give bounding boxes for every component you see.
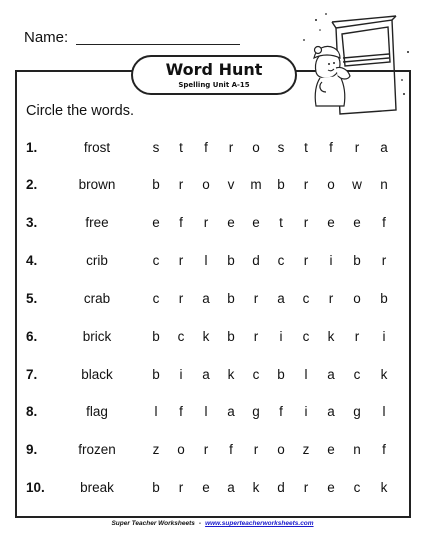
letter-cell[interactable]: i (279, 329, 283, 344)
letter-cell[interactable]: t (304, 140, 308, 155)
word-row (0, 327, 425, 347)
letter-cell[interactable]: b (227, 291, 235, 306)
target-word: frozen (78, 442, 116, 457)
letter-cell[interactable]: b (380, 291, 388, 306)
letter-cell[interactable]: b (227, 253, 235, 268)
name-label: Name: (24, 29, 69, 46)
target-word: brown (78, 177, 116, 192)
letter-cell[interactable]: r (203, 442, 209, 457)
letter-cell[interactable]: c (277, 253, 285, 268)
letter-cell[interactable]: b (152, 177, 160, 192)
letter-cell[interactable]: f (382, 215, 386, 230)
letter-cell[interactable]: r (303, 480, 309, 495)
letter-cell[interactable]: k (202, 329, 210, 344)
letter-cell[interactable]: l (204, 253, 208, 268)
letter-cell[interactable]: b (152, 367, 160, 382)
letter-cell[interactable]: l (382, 404, 386, 419)
target-word: frost (83, 140, 111, 155)
row-number: 6. (26, 329, 38, 344)
letter-cell[interactable]: f (179, 215, 183, 230)
letter-cell[interactable]: e (327, 215, 335, 230)
letter-cell[interactable]: g (353, 404, 361, 419)
footer-separator: - (198, 520, 202, 527)
letter-cell[interactable]: o (202, 177, 210, 192)
row-number: 3. (26, 215, 38, 230)
letter-cell[interactable]: b (152, 480, 160, 495)
letter-cell[interactable]: n (380, 177, 388, 192)
letter-cell[interactable]: o (353, 291, 361, 306)
letter-cell[interactable]: k (327, 329, 335, 344)
row-number: 7. (26, 367, 38, 382)
letter-cell[interactable]: e (227, 215, 235, 230)
letter-cell[interactable]: g (252, 404, 260, 419)
letter-cell[interactable]: b (227, 329, 235, 344)
word-row (0, 440, 425, 460)
letter-cell[interactable]: e (327, 442, 335, 457)
word-row (0, 289, 425, 309)
letter-cell[interactable]: r (203, 215, 209, 230)
letter-cell[interactable]: e (152, 215, 160, 230)
letter-cell[interactable]: m (250, 177, 262, 192)
letter-cell[interactable]: n (353, 442, 361, 457)
letter-cell[interactable]: k (227, 367, 235, 382)
letter-cell[interactable]: t (179, 140, 183, 155)
word-row (0, 402, 425, 422)
word-row (0, 213, 425, 233)
row-number: 4. (26, 253, 38, 268)
letter-cell[interactable]: o (327, 177, 335, 192)
letter-cell[interactable]: r (178, 480, 184, 495)
letter-cell[interactable]: i (329, 253, 333, 268)
page-title: Word Hunt (165, 60, 263, 79)
letter-cell[interactable]: c (302, 291, 310, 306)
letter-cell[interactable]: b (277, 367, 285, 382)
letter-cell[interactable]: r (381, 253, 387, 268)
title-banner (131, 55, 297, 95)
letter-cell[interactable]: f (229, 442, 233, 457)
word-row (0, 175, 425, 195)
letter-cell[interactable]: d (277, 480, 285, 495)
target-word: brick (82, 329, 112, 344)
letter-cell[interactable]: a (227, 404, 235, 419)
letter-cell[interactable]: f (204, 140, 208, 155)
instructions-text: Circle the words. (26, 103, 134, 119)
letter-cell[interactable]: k (380, 480, 388, 495)
letter-cell[interactable]: r (228, 140, 234, 155)
letter-cell[interactable]: l (154, 404, 158, 419)
letter-cell[interactable]: a (327, 404, 335, 419)
word-row (0, 251, 425, 271)
page-subtitle: Spelling Unit A-15 (178, 81, 250, 89)
letter-cell[interactable]: i (382, 329, 386, 344)
letter-cell[interactable]: r (253, 442, 259, 457)
row-number: 2. (26, 177, 38, 192)
footer-url-link[interactable]: www.superteacherworksheets.com (205, 520, 314, 527)
letter-cell[interactable]: f (179, 404, 183, 419)
letter-cell[interactable]: a (327, 367, 335, 382)
row-number: 8. (26, 404, 38, 419)
letter-cell[interactable]: c (252, 367, 260, 382)
target-word: crib (86, 253, 108, 268)
letter-cell[interactable]: r (303, 215, 309, 230)
letter-cell[interactable]: r (354, 140, 360, 155)
letter-cell[interactable]: a (277, 291, 285, 306)
letter-cell[interactable]: z (152, 442, 160, 457)
target-word: crab (83, 291, 111, 306)
letter-cell[interactable]: a (202, 291, 210, 306)
letter-cell[interactable]: r (178, 253, 184, 268)
row-number: 5. (26, 291, 38, 306)
letter-cell[interactable]: d (252, 253, 260, 268)
footer-brand: Super Teacher Worksheets (111, 520, 195, 527)
target-word: free (85, 215, 109, 230)
letter-cell[interactable]: e (202, 480, 210, 495)
letter-cell[interactable]: f (279, 404, 283, 419)
target-word: break (80, 480, 114, 495)
letter-cell[interactable]: w (352, 177, 362, 192)
row-number: 1. (26, 140, 38, 155)
letter-cell[interactable]: o (252, 140, 260, 155)
letter-cell[interactable]: b (277, 177, 285, 192)
letter-cell[interactable]: r (253, 291, 259, 306)
letter-cell[interactable]: s (277, 140, 285, 155)
letter-cell[interactable]: r (253, 329, 259, 344)
letter-cell[interactable]: c (353, 480, 361, 495)
letter-cell[interactable]: l (304, 367, 308, 382)
footer (0, 519, 425, 529)
letter-cell[interactable]: e (353, 215, 361, 230)
letter-cell[interactable]: b (353, 253, 361, 268)
letter-cell[interactable]: r (303, 177, 309, 192)
letter-cell[interactable]: i (304, 404, 308, 419)
letter-cell[interactable]: r (354, 329, 360, 344)
target-word: black (81, 367, 113, 382)
letter-cell[interactable]: r (178, 177, 184, 192)
letter-cell[interactable]: a (202, 367, 210, 382)
letter-cell[interactable]: k (252, 480, 260, 495)
letter-cell[interactable]: o (177, 442, 185, 457)
letter-cell[interactable]: r (328, 291, 334, 306)
letter-cell[interactable]: o (277, 442, 285, 457)
word-row (0, 478, 425, 498)
letter-cell[interactable]: c (177, 329, 185, 344)
letter-cell[interactable]: v (227, 177, 235, 192)
word-row (0, 138, 425, 158)
letter-cell[interactable]: c (302, 329, 310, 344)
row-number: 9. (26, 442, 38, 457)
letter-cell[interactable]: e (327, 480, 335, 495)
letter-cell[interactable]: t (279, 215, 283, 230)
letter-cell[interactable]: a (380, 140, 388, 155)
letter-cell[interactable]: c (353, 367, 361, 382)
letter-cell[interactable]: e (252, 215, 260, 230)
row-number: 10. (26, 480, 45, 495)
letter-cell[interactable]: b (152, 329, 160, 344)
letter-cell[interactable]: f (329, 140, 333, 155)
letter-cell[interactable]: c (152, 253, 160, 268)
letter-cell[interactable]: s (152, 140, 160, 155)
word-row (0, 365, 425, 385)
letter-cell[interactable]: r (178, 291, 184, 306)
letter-cell[interactable]: r (303, 253, 309, 268)
letter-cell[interactable]: c (152, 291, 160, 306)
letter-cell[interactable]: i (179, 367, 183, 382)
letter-cell[interactable]: l (204, 404, 208, 419)
letter-cell[interactable]: f (382, 442, 386, 457)
letter-cell[interactable]: a (227, 480, 235, 495)
child-at-window-illustration (296, 10, 414, 115)
letter-cell[interactable]: k (380, 367, 388, 382)
letter-cell[interactable]: z (302, 442, 310, 457)
target-word: flag (86, 404, 108, 419)
